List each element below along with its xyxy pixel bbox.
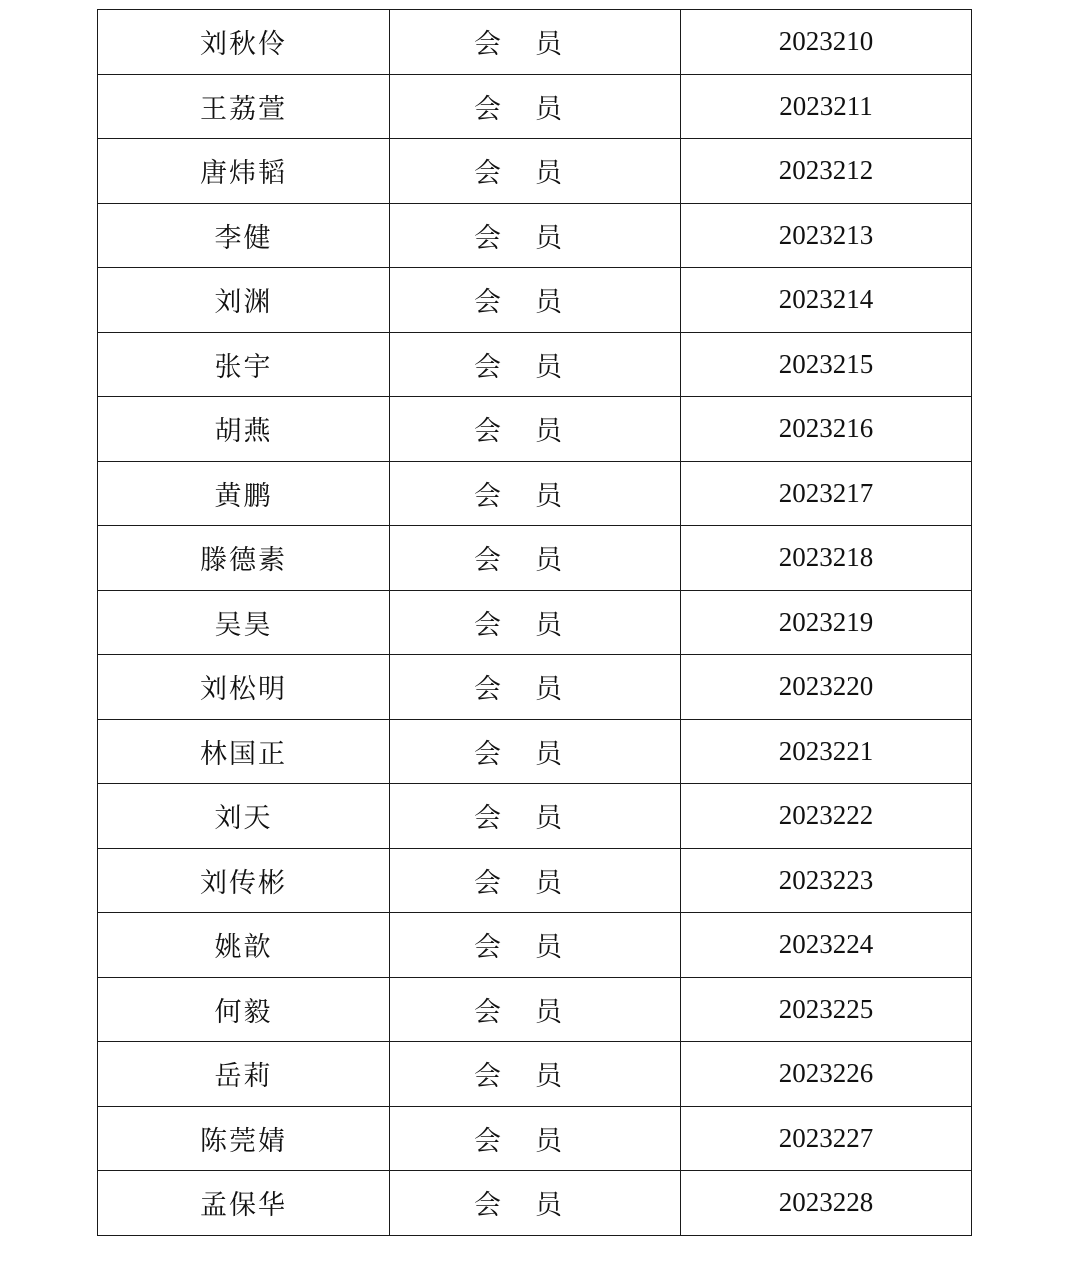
table-row [98, 1042, 972, 1107]
table-row [98, 655, 972, 720]
member-id-cell: 2023214 [681, 268, 972, 333]
table-row [98, 1171, 972, 1236]
member-name-cell: 李健 [98, 203, 390, 268]
member-role-cell: 会员 [390, 397, 681, 462]
member-id-cell: 2023225 [681, 977, 972, 1042]
table-row [98, 913, 972, 978]
member-role-cell: 会员 [390, 848, 681, 913]
member-name-cell: 滕德素 [98, 526, 390, 591]
table-row [98, 977, 972, 1042]
member-role-cell: 会员 [390, 461, 681, 526]
table-row [98, 784, 972, 849]
member-name-cell: 何毅 [98, 977, 390, 1042]
member-id-cell: 2023226 [681, 1042, 972, 1107]
table-row [98, 268, 972, 333]
member-name-cell: 姚歆 [98, 913, 390, 978]
member-name-cell: 胡燕 [98, 397, 390, 462]
member-id-cell: 2023224 [681, 913, 972, 978]
member-id-cell: 2023212 [681, 139, 972, 204]
table-row [98, 719, 972, 784]
member-role-cell: 会员 [390, 590, 681, 655]
table-row [98, 526, 972, 591]
member-name-cell: 刘传彬 [98, 848, 390, 913]
member-role-cell: 会员 [390, 1171, 681, 1236]
member-role-cell: 会员 [390, 526, 681, 591]
member-id-cell: 2023215 [681, 332, 972, 397]
member-id-cell: 2023227 [681, 1106, 972, 1171]
member-name-cell: 王荔萱 [98, 74, 390, 139]
member-role-cell: 会员 [390, 719, 681, 784]
member-role-cell: 会员 [390, 784, 681, 849]
member-role-cell: 会员 [390, 10, 681, 75]
member-name-cell: 孟保华 [98, 1171, 390, 1236]
member-table-body [98, 10, 972, 1236]
member-name-cell: 刘渊 [98, 268, 390, 333]
member-name-cell: 陈莞婧 [98, 1106, 390, 1171]
member-id-cell: 2023222 [681, 784, 972, 849]
member-table [97, 9, 972, 1236]
member-id-cell: 2023220 [681, 655, 972, 720]
member-list-page [97, 9, 971, 1236]
member-role-cell: 会员 [390, 203, 681, 268]
table-row [98, 74, 972, 139]
member-id-cell: 2023221 [681, 719, 972, 784]
member-role-cell: 会员 [390, 977, 681, 1042]
member-name-cell: 张宇 [98, 332, 390, 397]
table-row [98, 397, 972, 462]
member-name-cell: 吴昊 [98, 590, 390, 655]
member-role-cell: 会员 [390, 332, 681, 397]
member-id-cell: 2023228 [681, 1171, 972, 1236]
member-role-cell: 会员 [390, 1042, 681, 1107]
table-row [98, 203, 972, 268]
table-row [98, 332, 972, 397]
table-row [98, 139, 972, 204]
table-row [98, 848, 972, 913]
table-row [98, 1106, 972, 1171]
member-role-cell: 会员 [390, 1106, 681, 1171]
table-row [98, 10, 972, 75]
member-id-cell: 2023211 [681, 74, 972, 139]
table-row [98, 590, 972, 655]
member-name-cell: 林国正 [98, 719, 390, 784]
member-name-cell: 黄鹏 [98, 461, 390, 526]
member-id-cell: 2023223 [681, 848, 972, 913]
member-role-cell: 会员 [390, 74, 681, 139]
member-name-cell: 刘松明 [98, 655, 390, 720]
member-id-cell: 2023217 [681, 461, 972, 526]
member-id-cell: 2023213 [681, 203, 972, 268]
table-row [98, 461, 972, 526]
member-id-cell: 2023218 [681, 526, 972, 591]
member-id-cell: 2023219 [681, 590, 972, 655]
member-name-cell: 刘天 [98, 784, 390, 849]
member-id-cell: 2023210 [681, 10, 972, 75]
member-name-cell: 岳莉 [98, 1042, 390, 1107]
member-role-cell: 会员 [390, 268, 681, 333]
member-role-cell: 会员 [390, 913, 681, 978]
member-name-cell: 刘秋伶 [98, 10, 390, 75]
member-id-cell: 2023216 [681, 397, 972, 462]
member-name-cell: 唐炜韬 [98, 139, 390, 204]
member-role-cell: 会员 [390, 655, 681, 720]
member-role-cell: 会员 [390, 139, 681, 204]
